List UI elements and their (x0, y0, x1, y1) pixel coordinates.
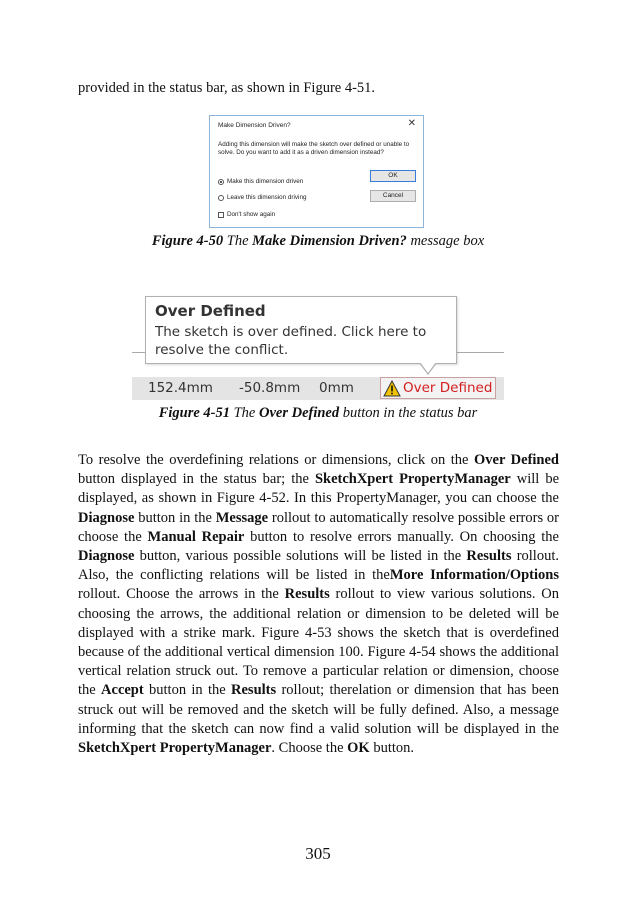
caption-bold: Make Dimension Driven? (252, 233, 407, 249)
caption-text: The (229, 405, 259, 421)
over-defined-button[interactable] (380, 377, 496, 399)
caption-text: button in the status bar (339, 405, 478, 421)
radio-leave-driving[interactable] (218, 194, 306, 201)
dialog-title: Make Dimension Driven? (218, 122, 291, 129)
figure-number: Figure 4-50 (151, 233, 224, 249)
radio-selected-icon (218, 179, 224, 185)
divider (457, 352, 504, 353)
figure-number: Figure 4-51 (158, 405, 230, 421)
caption-text: The (223, 233, 253, 249)
dialog-message: Adding this dimension will make the sketch over defined or unable to solve. Do you want to add it as a driven dimension instead? (218, 141, 410, 157)
caption-text: message box (406, 233, 485, 249)
radio-leave-driving-label: Leave this dimension driving (227, 194, 307, 201)
figure-4-51-caption (0, 405, 636, 422)
divider (132, 352, 145, 353)
warning-icon (383, 380, 401, 397)
tooltip-message: The sketch is over defined. Click here to resolve the conflict. (155, 324, 427, 358)
radio-make-driven-label: Make this dimension driven (227, 178, 304, 185)
close-icon[interactable]: ✕ (407, 118, 416, 129)
ok-button[interactable]: OK (370, 170, 416, 182)
radio-unselected-icon (218, 195, 224, 201)
checkbox-icon (218, 212, 224, 218)
tooltip-title: Over Defined (155, 302, 266, 320)
over-defined-label: Over Defined (403, 380, 493, 396)
x-coordinate: 152.4mm (148, 380, 213, 396)
page-number: 305 (305, 844, 331, 863)
intro-text: provided in the status bar, as shown in Figure 4-51. (78, 80, 376, 96)
body-paragraph: To resolve the overdefining relations or dimensions, click on the Over Defined button displayed in the status bar; the SketchXpert PropertyManager will be displayed, as shown in Figure 4-52. In this PropertyManager, you can choose the Diagnose button in the Message rollout to automatically resolve possible errors or choose the Manual Repair button to resolve errors manually. On choosing the Diagnose button, various possible solutions will be listed in the Results rollout. Also, the conflicting relations will be listed in theMore Information/Options rollout. Choose the arrows in the Results rollout to view various solutions. On choosing the arrows, the additional relation or dimension to be deleted will be displayed with a strike mark. Figure 4-53 shows the sketch that is overdefined because of the additional vertical dimension 100. Figure 4-54 shows the additional vertical relation struck out. To remove a particular relation or dimension, choose the Accept button in the Results rollout; therelation or dimension that has been struck out will be removed and the sketch will be fully defined. Also, a message informing that the sketch can now find a valid solution will be displayed in the SketchXpert PropertyManager. Choose the OK button. (78, 452, 559, 757)
caption-bold: Over Defined (258, 405, 340, 421)
dont-show-checkbox[interactable] (218, 211, 275, 218)
z-coordinate: 0mm (319, 380, 354, 396)
dont-show-label: Don't show again (227, 211, 276, 218)
radio-make-driven[interactable] (218, 178, 303, 185)
y-coordinate: -50.8mm (239, 380, 301, 396)
cancel-button[interactable]: Cancel (370, 190, 416, 202)
tooltip-pointer-fill (420, 362, 436, 373)
over-defined-tooltip[interactable] (145, 296, 457, 364)
figure-4-50-caption (0, 233, 636, 250)
